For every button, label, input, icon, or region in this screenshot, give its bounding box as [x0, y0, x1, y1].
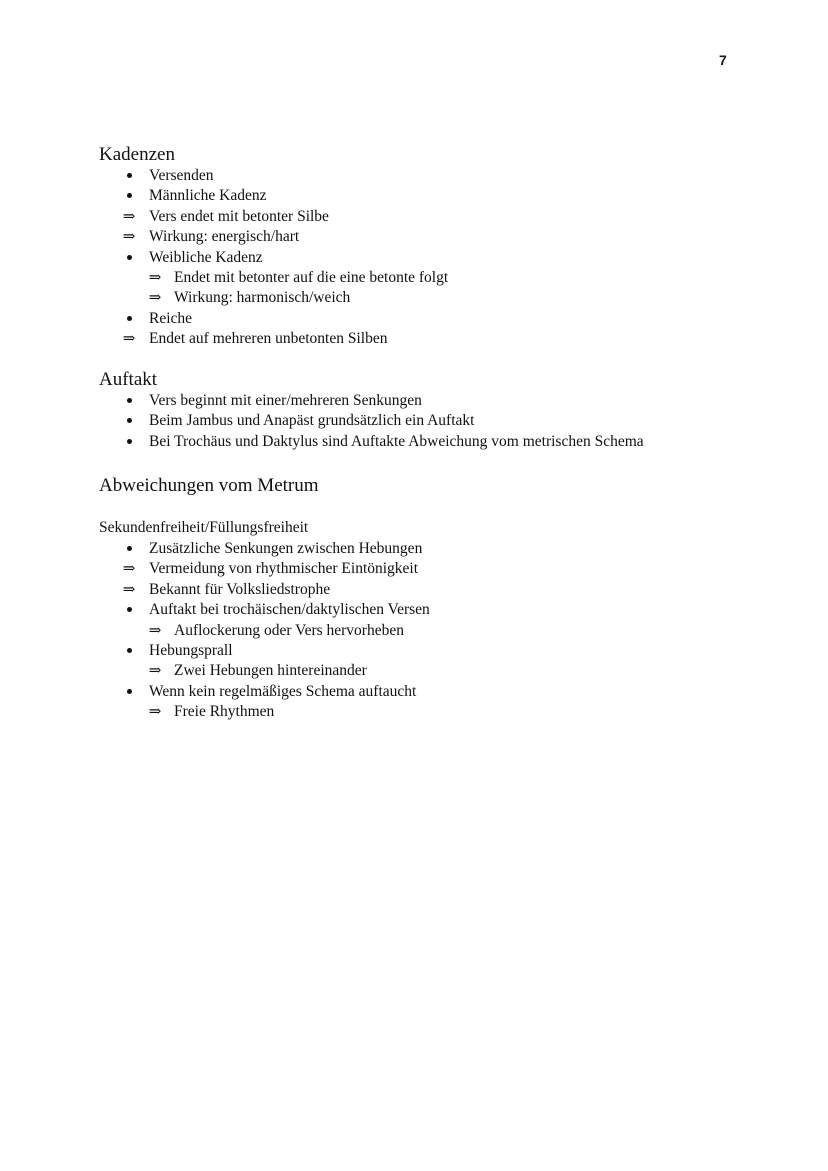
list-item-text: Auflockerung oder Vers hervorheben [174, 621, 404, 639]
double-arrow-icon: ⇒ [122, 331, 136, 348]
list-item-text: Auftakt bei trochäischen/daktylischen Versen [149, 601, 430, 619]
list-item-text: Bei Trochäus und Daktylus sind Auftakte Abweichung vom metrischen Schema [149, 432, 644, 450]
list-item-text: Endet auf mehreren unbetonten Silben [149, 330, 388, 348]
list-item-text: Vers beginnt mit einer/mehreren Senkungen [149, 392, 422, 409]
list-item [0, 288, 700, 308]
double-arrow-icon: ⇒ [148, 663, 162, 680]
list-item-text: Wirkung: energisch/hart [149, 228, 300, 246]
list-item-text: Zusätzliche Senkungen zwischen Hebungen [149, 540, 423, 557]
list-item [0, 391, 700, 411]
heading-auftakt: Auftakt [99, 369, 158, 390]
list-item-text: Beim Jambus und Anapäst grundsätzlich ein Auftakt [149, 412, 475, 430]
bullet-icon [119, 166, 139, 186]
list-item [0, 539, 700, 559]
heading-abweichungen: Abweichungen vom Metrum [99, 475, 319, 496]
list-item [0, 580, 700, 600]
double-arrow-icon: ⇒ [122, 208, 136, 225]
list-item-text: Bekannt für Volksliedstrophe [149, 580, 331, 598]
list-item-text: Männliche Kadenz [149, 187, 267, 205]
list-item [0, 559, 700, 579]
list-item-text: Endet mit betonter auf die eine betonte folgt [174, 269, 449, 286]
list-item [0, 329, 700, 349]
list-item [0, 641, 700, 661]
double-arrow-icon: ⇒ [122, 581, 136, 598]
page-number: 7 [719, 52, 727, 68]
bullet-icon [119, 309, 139, 329]
bullet-icon [119, 600, 139, 620]
list-item [0, 621, 700, 641]
heading-kadenzen: Kadenzen [99, 144, 175, 165]
bullet-icon [119, 248, 139, 268]
bullet-icon [119, 391, 139, 411]
list-item [0, 661, 700, 681]
bullet-icon [119, 682, 139, 702]
list-item-text: Vermeidung von rhythmischer Eintönigkeit [149, 560, 419, 578]
bullet-icon [119, 411, 139, 431]
list-item-text: Weibliche Kadenz [149, 248, 263, 266]
list-item-text: Reiche [149, 309, 193, 327]
double-arrow-icon: ⇒ [148, 622, 162, 639]
list-item [0, 166, 700, 186]
list-item-text: Vers endet mit betonter Silbe [149, 207, 329, 225]
list-item-text: Freie Rhythmen [174, 703, 275, 721]
list-item-text: Hebungsprall [149, 642, 233, 659]
subheading-sekundenfreiheit: Sekundenfreiheit/Füllungsfreiheit [99, 519, 309, 536]
double-arrow-icon: ⇒ [148, 290, 162, 307]
list-item [0, 411, 700, 431]
list-item-text: Wirkung: harmonisch/weich [174, 289, 351, 307]
list-item [0, 600, 700, 620]
list-item [0, 207, 700, 227]
list-item-text: Wenn kein regelmäßiges Schema auftaucht [149, 682, 417, 700]
list-item [0, 432, 700, 452]
bullet-icon [119, 539, 139, 559]
list-item [0, 186, 700, 206]
bullet-icon [119, 432, 139, 452]
list-item-text: Zwei Hebungen hintereinander [174, 662, 367, 680]
double-arrow-icon: ⇒ [148, 270, 162, 286]
list-item [0, 268, 700, 288]
double-arrow-icon: ⇒ [122, 561, 136, 578]
list-item [0, 248, 700, 268]
list-item-text: Versenden [149, 167, 214, 184]
double-arrow-icon: ⇒ [122, 229, 136, 246]
double-arrow-icon: ⇒ [148, 704, 162, 721]
list-item [0, 227, 700, 247]
list-item [0, 682, 700, 702]
list-item [0, 702, 700, 722]
list-item [0, 309, 700, 329]
bullet-icon [119, 641, 139, 661]
bullet-icon [119, 186, 139, 206]
